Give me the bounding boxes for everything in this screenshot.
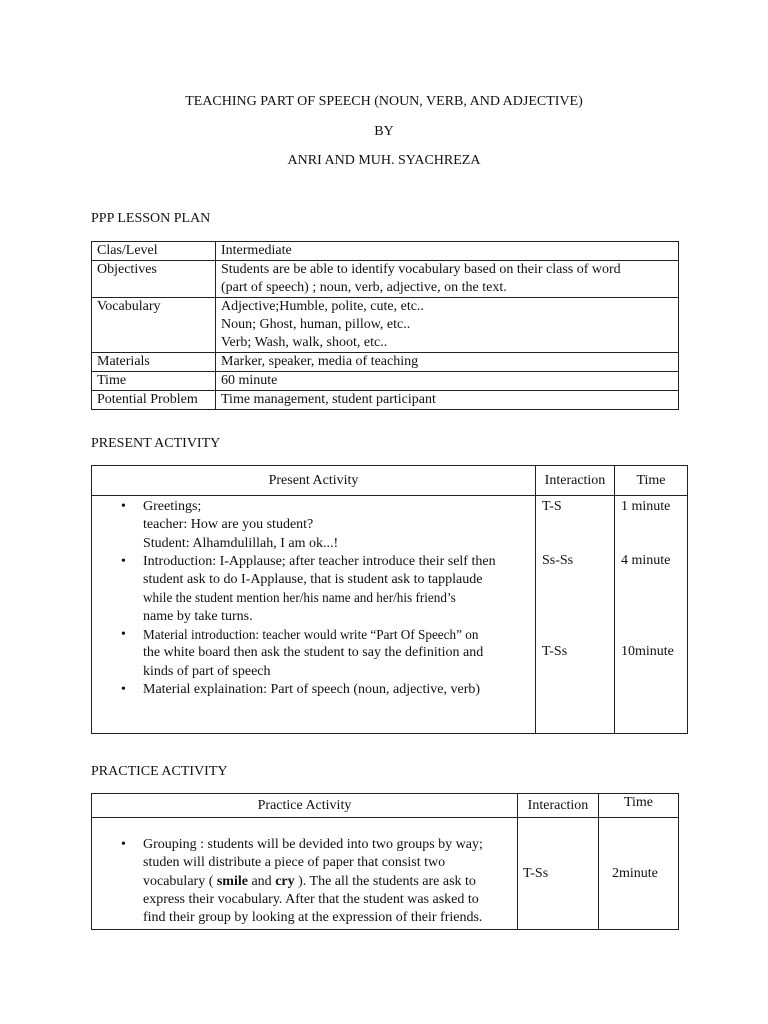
col-header-activity: Present Activity bbox=[92, 466, 536, 496]
col-header-time: Time bbox=[615, 466, 688, 496]
row-label: Potential Problem bbox=[92, 391, 216, 410]
table-row bbox=[92, 391, 679, 410]
row-label: Vocabulary bbox=[92, 298, 216, 353]
interaction-cell bbox=[518, 818, 599, 930]
time-cell bbox=[599, 818, 679, 930]
table-row bbox=[92, 353, 679, 372]
time-value: 1 minute bbox=[621, 499, 671, 514]
list-item: • Greetings; teacher: How are you student? Student: Alhamdulillah, I am ok...! bbox=[143, 498, 530, 553]
activity-list bbox=[97, 836, 512, 927]
activity-cell bbox=[92, 496, 536, 734]
by-line: BY bbox=[374, 124, 394, 139]
document-title: TEACHING PART OF SPEECH (NOUN, VERB, AND ADJECTIVE) bbox=[185, 94, 583, 109]
vocab-word-smile: smile bbox=[216, 873, 248, 889]
practice-activity-table bbox=[91, 793, 679, 930]
present-activity-heading: PRESENT ACTIVITY bbox=[91, 436, 221, 451]
table-row bbox=[92, 372, 679, 391]
col-header-interaction: Interaction bbox=[518, 794, 599, 818]
col-header-time: Time bbox=[599, 794, 679, 818]
interaction-value: T-Ss bbox=[523, 865, 549, 881]
present-activity-table bbox=[91, 465, 688, 734]
time-cell bbox=[615, 496, 688, 734]
row-value: Intermediate bbox=[216, 242, 679, 261]
lesson-plan-heading: PPP LESSON PLAN bbox=[91, 211, 211, 226]
list-item: • Introduction: I-Applause; after teacher introduce their self then student ask to do I-Applause, that is student ask to tapplaude while the student mention her/his name and her/his friend’s name by take turns. bbox=[143, 553, 530, 626]
table-row bbox=[92, 818, 679, 930]
interaction-value: T-Ss bbox=[542, 644, 568, 659]
row-label: Objectives bbox=[92, 261, 216, 298]
row-label: Materials bbox=[92, 353, 216, 372]
activity-list bbox=[97, 498, 530, 699]
row-value: Time management, student participant bbox=[216, 391, 679, 410]
interaction-value: Ss-Ss bbox=[542, 553, 574, 568]
table-row bbox=[92, 261, 679, 298]
table-row bbox=[92, 242, 679, 261]
authors: ANRI AND MUH. SYACHREZA bbox=[287, 153, 481, 168]
practice-activity-heading: PRACTICE ACTIVITY bbox=[91, 764, 228, 779]
table-row bbox=[92, 298, 679, 353]
row-label: Clas/Level bbox=[92, 242, 216, 261]
time-value: 4 minute bbox=[621, 553, 671, 568]
row-value: Students are be able to identify vocabulary based on their class of word (part of speech) ; noun, verb, adjective, on the text. bbox=[216, 261, 679, 298]
col-header-interaction: Interaction bbox=[536, 466, 615, 496]
activity-cell bbox=[92, 818, 518, 930]
table-header-row bbox=[92, 466, 688, 496]
row-value: 60 minute bbox=[216, 372, 679, 391]
time-value: 10minute bbox=[621, 644, 674, 659]
row-value: Marker, speaker, media of teaching bbox=[216, 353, 679, 372]
interaction-value: T-S bbox=[542, 499, 562, 514]
list-item: • Grouping : students will be devided into two groups by way; studen will distribute a piece of paper that consist two vocabulary ( smile and cry ). The all the students are ask to express their vocabulary. After that the student was asked to find their group by looking at the expression of their friends. bbox=[143, 836, 512, 927]
list-item: • Material explaination: Part of speech (noun, adjective, verb) bbox=[143, 681, 530, 699]
row-label: Time bbox=[92, 372, 216, 391]
table-row bbox=[92, 496, 688, 734]
list-item: • Material introduction: teacher would write “Part Of Speech” on the white board then ask the student to say the definition and kinds of part of speech bbox=[143, 626, 530, 681]
table-header-row bbox=[92, 794, 679, 818]
lesson-plan-table bbox=[91, 241, 679, 410]
col-header-activity: Practice Activity bbox=[92, 794, 518, 818]
time-value: 2minute bbox=[612, 865, 658, 881]
interaction-cell bbox=[536, 496, 615, 734]
vocab-word-cry: cry bbox=[275, 873, 295, 889]
row-value: Adjective;Humble, polite, cute, etc.. Noun; Ghost, human, pillow, etc.. Verb; Wash, walk, shoot, etc.. bbox=[216, 298, 679, 353]
